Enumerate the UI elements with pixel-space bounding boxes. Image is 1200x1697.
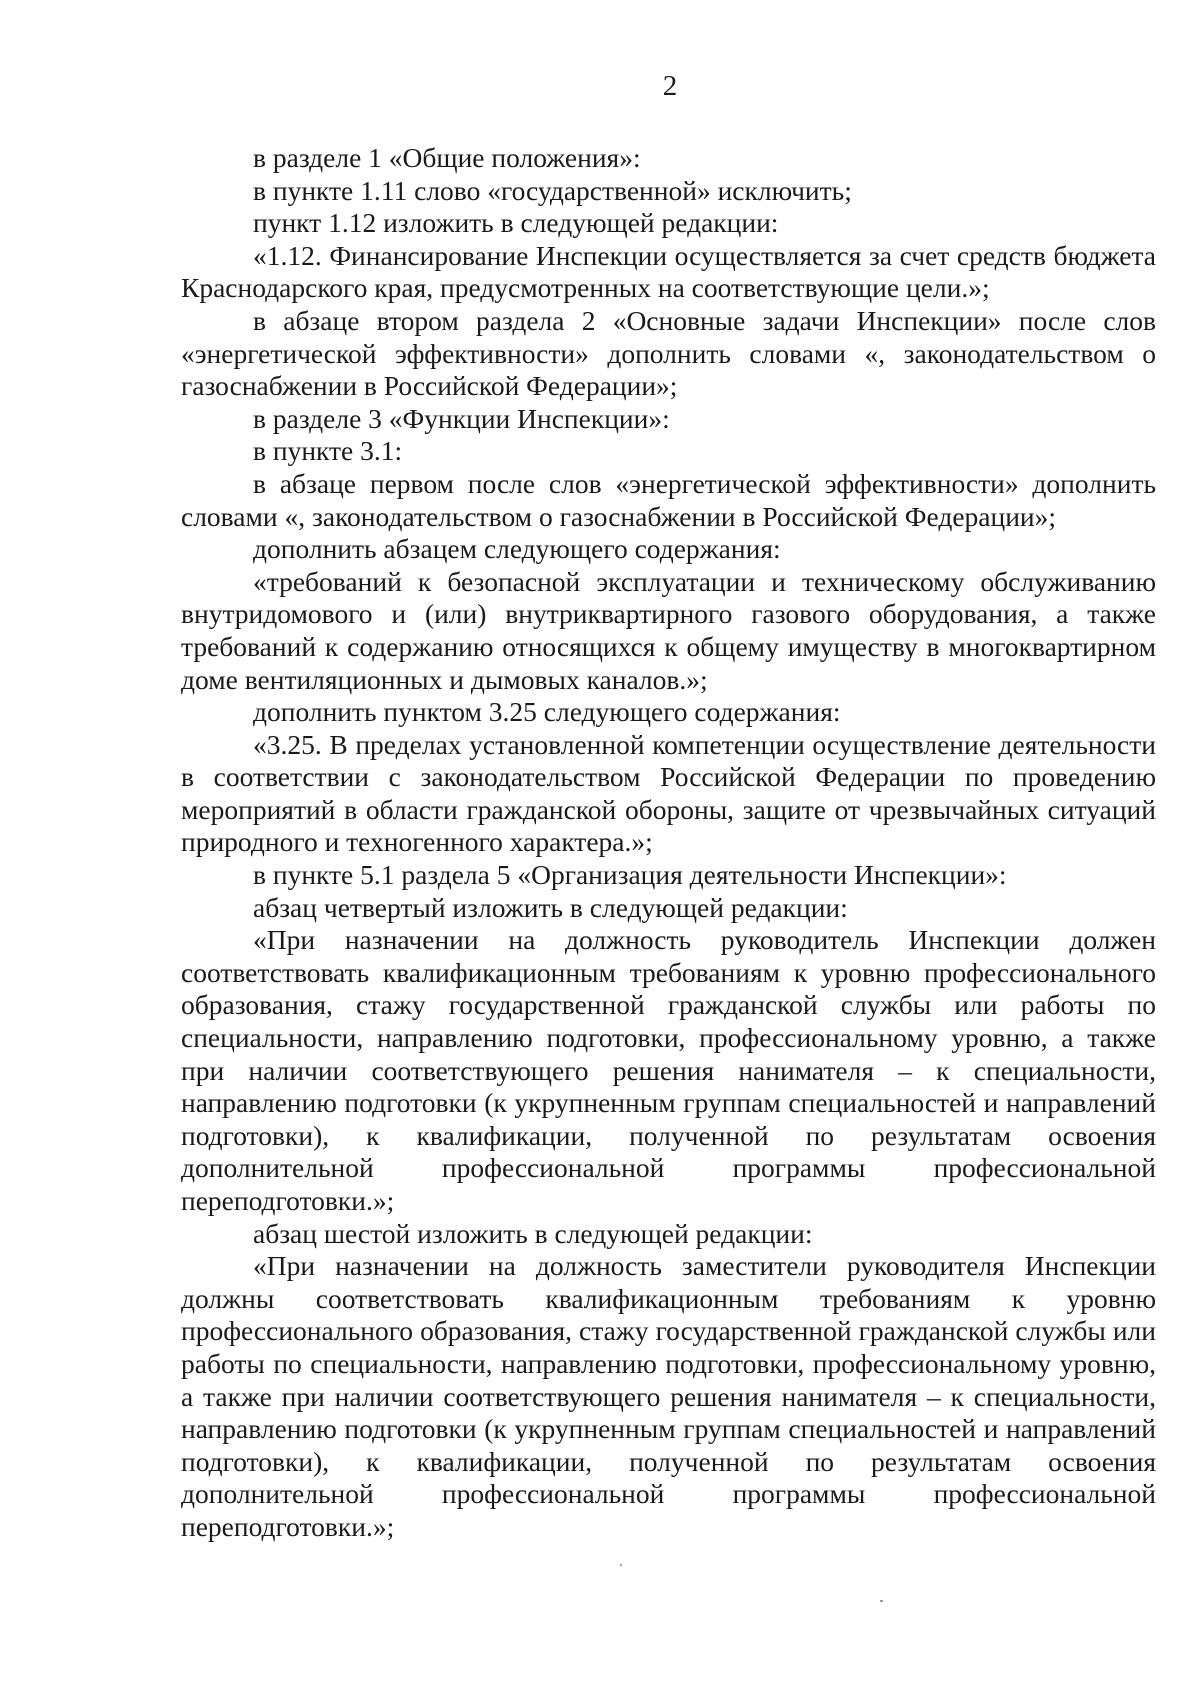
page-number: 2 — [662, 70, 678, 102]
paragraph: «При назначении на должность заместители руководителя Инспекции должны соответствовать квалификационным требованиям к уровню профессионального образования, стажу государственной гражданской службы или работы по специальности, направлению подготовки, профессиональному уровню, а также при наличии соответствующего решения нанимателя – к специальности, направлению подготовки (к укрупненным группам специальностей и направлений подготовки), к квалификации, полученной по результатам освоения дополнительной профессиональной программы профессиональной переподготовки.»; — [181, 1250, 1156, 1542]
paragraph: дополнить абзацем следующего содержания: — [253, 533, 781, 565]
paragraph: дополнить пунктом 3.25 следующего содержания: — [253, 696, 841, 728]
paragraph: «3.25. В пределах установленной компетенции осуществление деятельности в соответствии с законодательством Российской Федерации по проведению мероприятий в области гражданской обороны, защите от чрезвычайных ситуаций природного и техногенного характера.»; — [181, 728, 1156, 858]
paragraph: в пункте 5.1 раздела 5 «Организация деятельности Инспекции»: — [253, 859, 1007, 891]
scan-speck — [620, 1564, 622, 1566]
document-body — [181, 142, 1156, 1544]
scan-speck — [880, 1600, 883, 1602]
paragraph: в абзаце первом после слов «энергетической эффективности» дополнить словами «, законодательством о газоснабжении в Российской Федерации»; — [181, 467, 1156, 532]
paragraph: «При назначении на должность руководитель Инспекции должен соответствовать квалификационным требованиям к уровню профессионального образования, стажу государственной гражданской службы или работы по специальности, направлению подготовки, профессиональному уровню, а также при наличии соответствующего решения нанимателя – к специальности, направлению подготовки (к укрупненным группам специальностей и направлений подготовки), к квалификации, полученной по результатам освоения дополнительной профессиональной программы профессиональной переподготовки.»; — [181, 924, 1156, 1216]
paragraph: в пункте 1.11 слово «государственной» исключить; — [253, 174, 852, 206]
paragraph: в абзаце втором раздела 2 «Основные задачи Инспекции» после слов «энергетической эффективности» дополнить словами «, законодательством о газоснабжении в Российской Федерации»; — [181, 304, 1156, 402]
paragraph: в пункте 3.1: — [253, 435, 403, 467]
paragraph: «1.12. Финансирование Инспекции осуществляется за счет средств бюджета Краснодарского края, предусмотренных на соответствующие цели.»; — [181, 239, 1156, 304]
paragraph: «требований к безопасной эксплуатации и техническому обслуживанию внутридомового и (или) внутриквартирного газового оборудования, а также требований к содержанию относящихся к общему имуществу в многоквартирном доме вентиляционных и дымовых каналов.»; — [181, 565, 1156, 695]
paragraph: пункт 1.12 изложить в следующей редакции: — [253, 207, 779, 239]
paragraph: в разделе 3 «Функции Инспекции»: — [253, 402, 670, 434]
paragraph: в разделе 1 «Общие положения»: — [253, 142, 641, 173]
paragraph: абзац четвертый изложить в следующей редакции: — [253, 891, 848, 923]
paragraph: абзац шестой изложить в следующей редакции: — [253, 1217, 813, 1249]
